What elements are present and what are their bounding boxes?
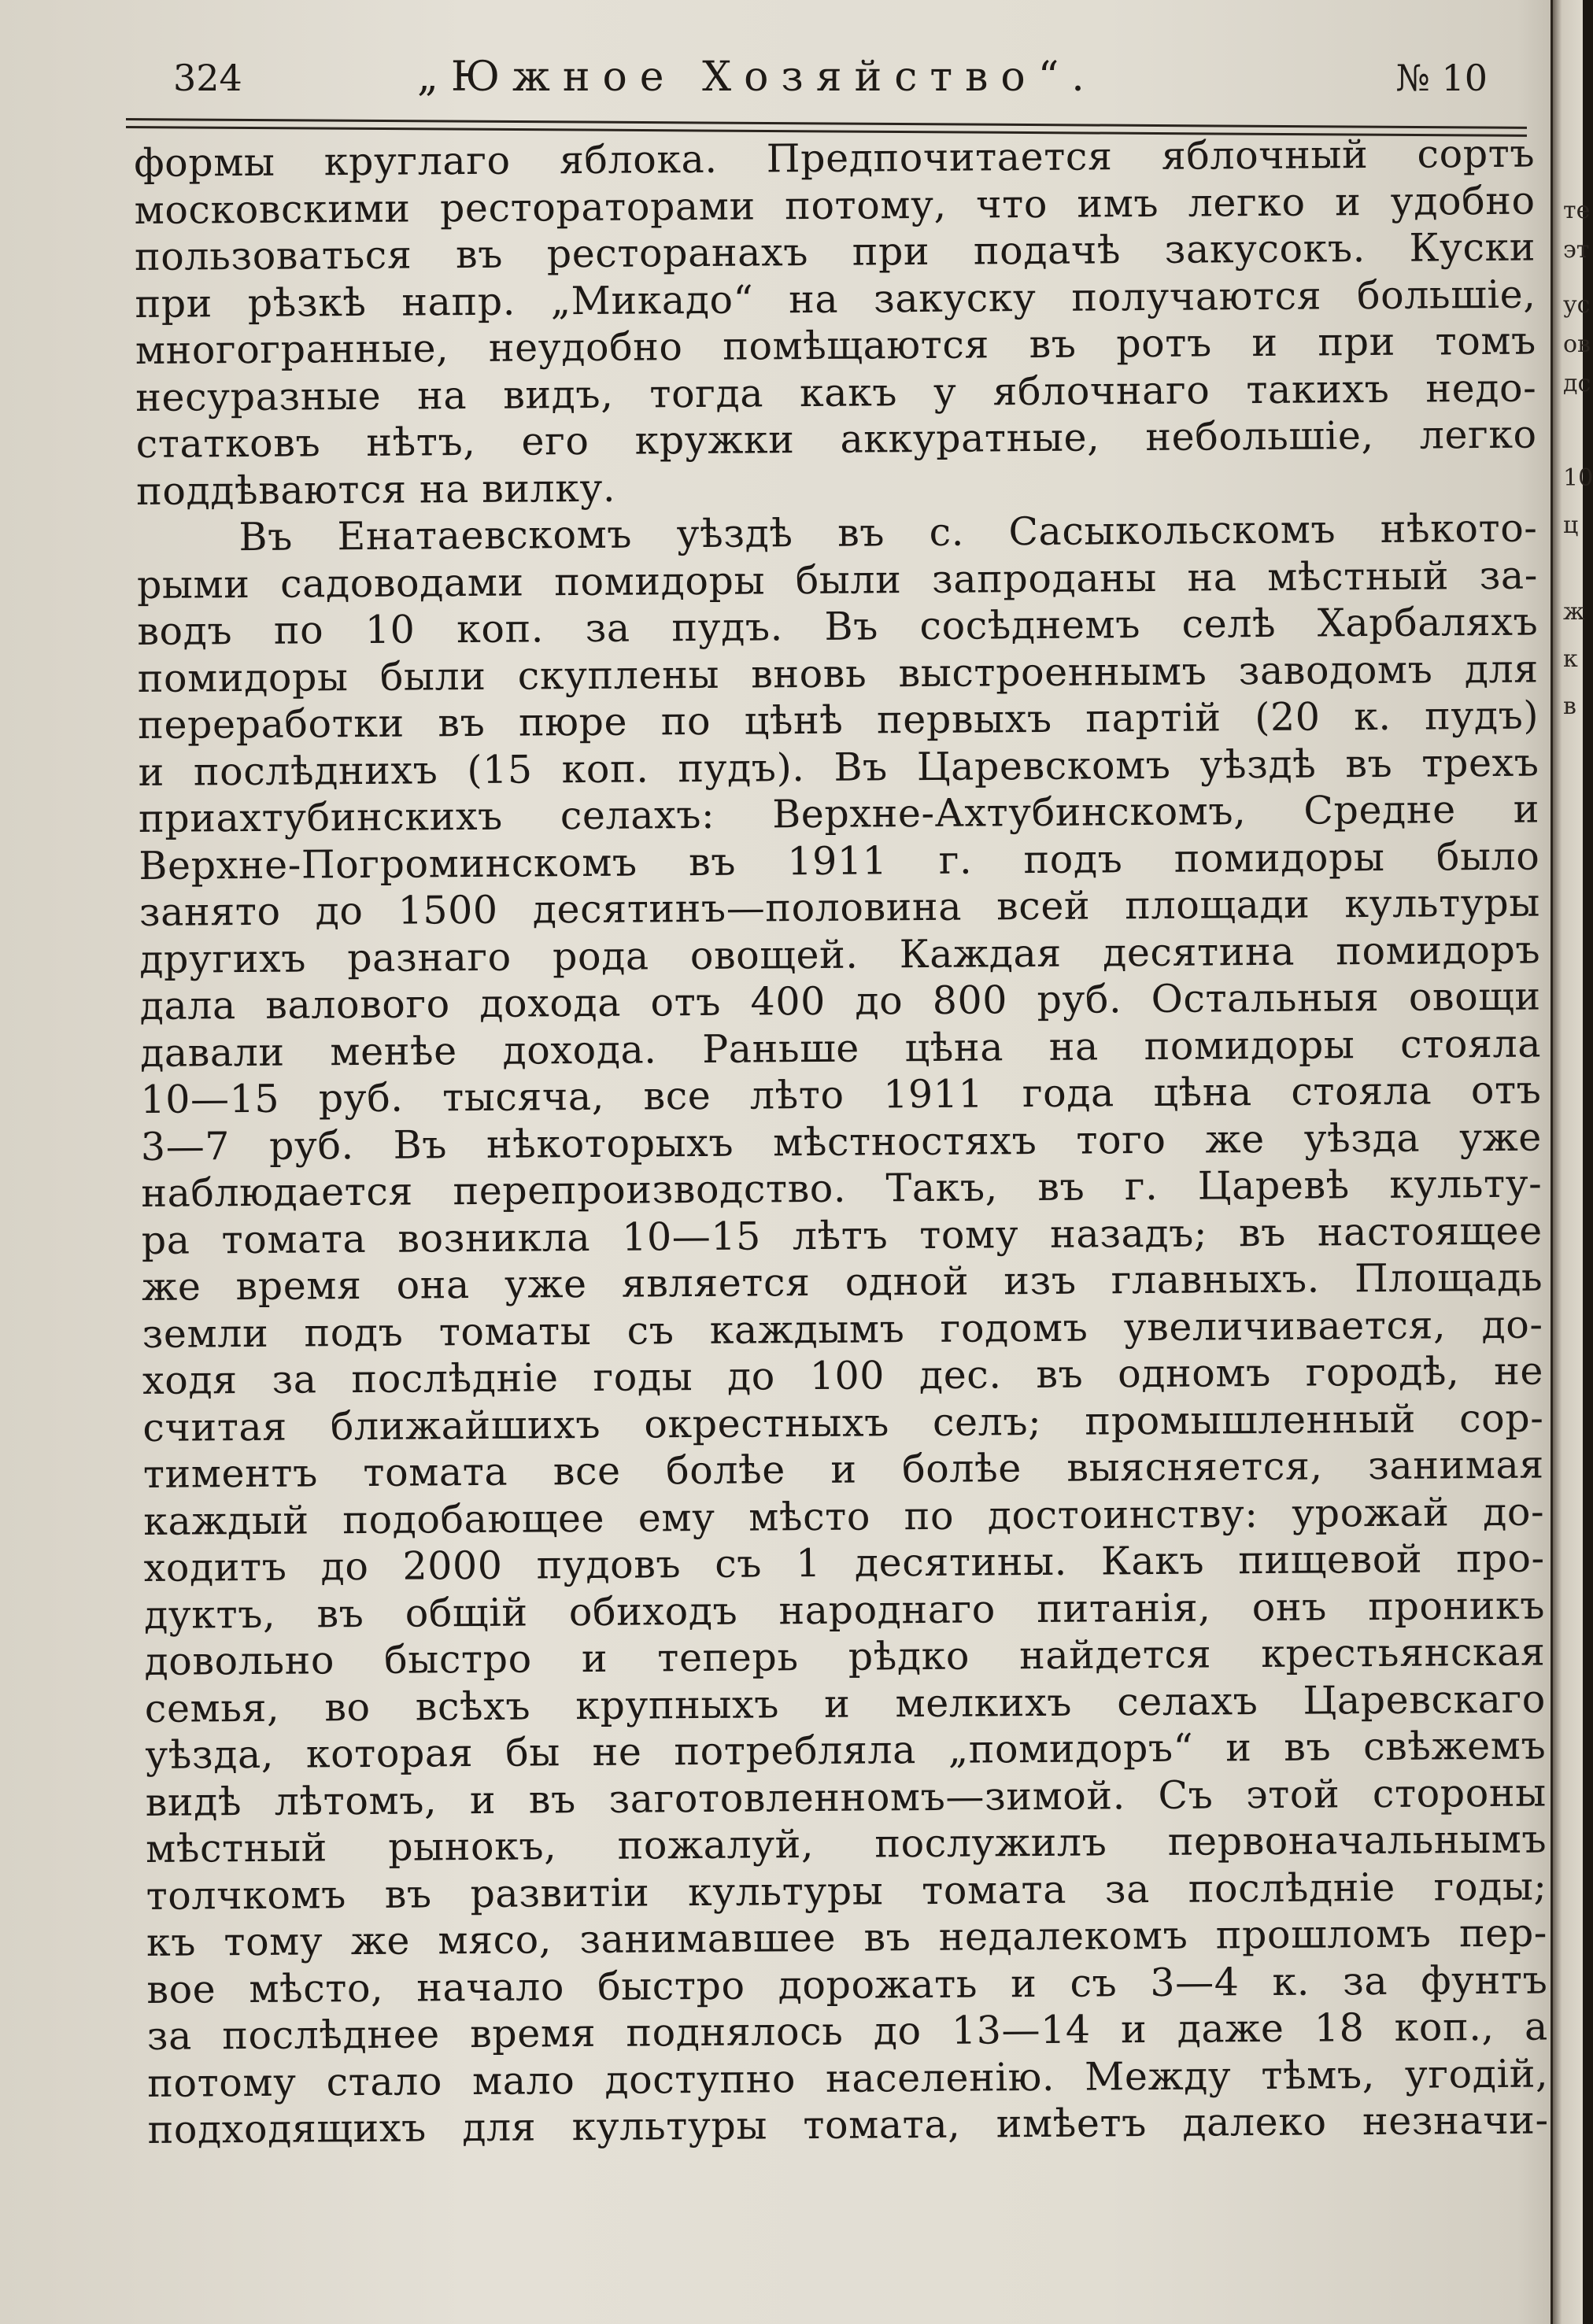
text-line: мѣстный рынокъ, пожалуй, послужилъ первоначальнымъ bbox=[145, 1816, 1547, 1871]
text-line: формы круглаго яблока. Предпочитается яблочный сортъ bbox=[134, 131, 1536, 186]
text-line: московскими рестораторами потому, что имъ легко и удобно bbox=[134, 178, 1536, 233]
text-line: считая ближайшихъ окрестныхъ селъ; промышленный сор- bbox=[142, 1395, 1544, 1450]
text-line: при рѣзкѣ напр. „Микадо“ на закуску получаются большіе, bbox=[135, 272, 1536, 327]
page-number: 324 bbox=[173, 57, 242, 99]
text-line: каждый подобающее ему мѣсто по достоинству: урожай до- bbox=[143, 1489, 1545, 1544]
text-line: ходитъ до 2000 пудовъ съ 1 десятины. Какъ пищевой про- bbox=[143, 1535, 1545, 1591]
running-header bbox=[173, 54, 1495, 112]
text-line: приахтубинскихъ селахъ: Верхне-Ахтубинскомъ, Средне и bbox=[138, 786, 1540, 841]
text-line: ра томата возникла 10—15 лѣтъ тому назадъ; въ настоящее bbox=[141, 1208, 1543, 1263]
adjacent-page-fragment: ус bbox=[1563, 291, 1591, 319]
adjacent-page-fragment: к bbox=[1563, 645, 1578, 673]
adjacent-page-fragment: эт bbox=[1563, 236, 1590, 264]
journal-title: „Южное Хозяйство“. bbox=[417, 54, 1097, 101]
text-line: ходя за послѣдніе годы до 100 дес. въ одномъ городѣ, не bbox=[142, 1348, 1544, 1403]
adjacent-page-fragment: ж bbox=[1563, 598, 1585, 626]
text-line: вое мѣсто, начало быстро дорожать и съ 3—4 к. за фунтъ bbox=[146, 1957, 1548, 2012]
text-line: и послѣднихъ (15 коп. пудъ). Въ Царевскомъ уѣздѣ въ трехъ bbox=[138, 740, 1539, 795]
text-line: земли подъ томаты съ каждымъ годомъ увеличивается, до- bbox=[142, 1302, 1543, 1357]
adjacent-page-fragment: ц bbox=[1563, 512, 1579, 539]
text-line: за послѣднее время поднялось до 13—14 и даже 18 коп., а bbox=[146, 2004, 1548, 2059]
text-line: помидоры были скуплены вновь выстроеннымъ заводомъ для bbox=[137, 646, 1539, 701]
text-line: довольно быстро и теперь рѣдко найдется крестьянская bbox=[144, 1629, 1546, 1684]
text-line: 3—7 руб. Въ нѣкоторыхъ мѣстностяхъ того же уѣзда уже bbox=[140, 1114, 1543, 1169]
text-line: несуразные на видъ, тогда какъ у яблочнаго такихъ недо- bbox=[135, 365, 1537, 420]
text-line: переработки въ пюре по цѣнѣ первыхъ партій (20 к. пудъ) bbox=[137, 693, 1539, 748]
text-line: видѣ лѣтомъ, и въ заготовленномъ—зимой. Съ этой стороны bbox=[145, 1770, 1547, 1825]
text-line: другихъ разнаго рода овощей. Каждая десятина помидоръ bbox=[139, 927, 1541, 982]
text-line: многогранные, неудобно помѣщаются въ ротъ и при томъ bbox=[135, 318, 1537, 373]
text-line: потому стало мало доступно населенію. Между тѣмъ, угодій, bbox=[147, 2051, 1549, 2106]
text-line: подходящихъ для культуры томата, имѣетъ далеко незначи- bbox=[147, 2097, 1549, 2152]
adjacent-page-fragment: в bbox=[1563, 693, 1576, 720]
adjacent-page-fragment: 10 bbox=[1563, 464, 1593, 492]
text-line: семья, во всѣхъ крупныхъ и мелкихъ селахъ Царевскаго bbox=[144, 1676, 1547, 1731]
text-line: давали менѣе дохода. Раньше цѣна на помидоры стояла bbox=[139, 1021, 1542, 1076]
text-line: занято до 1500 десятинъ—половина всей площади культуры bbox=[139, 880, 1541, 935]
text-line: дуктъ, въ общій обиходъ народнаго питанія, онъ проникъ bbox=[143, 1583, 1546, 1638]
article-text bbox=[134, 131, 1549, 2154]
text-line: водъ по 10 коп. за пудъ. Въ сосѣднемъ селѣ Харбаляхъ bbox=[137, 599, 1539, 654]
text-line: дала валового дохода отъ 400 до 800 руб. Остальныя овощи bbox=[139, 974, 1541, 1029]
text-line: наблюдается перепроизводство. Такъ, въ г. Царевѣ культу- bbox=[141, 1161, 1543, 1216]
text-line: 10—15 руб. тысяча, все лѣто 1911 года цѣна стояла отъ bbox=[140, 1067, 1542, 1122]
text-line: поддѣваются на вилку. bbox=[135, 465, 616, 514]
issue-number: № 10 bbox=[1395, 57, 1488, 99]
text-line: рыми садоводами помидоры были запроданы на мѣстный за- bbox=[136, 552, 1539, 608]
text-line: пользоваться въ ресторанахъ при подачѣ закусокъ. Куски bbox=[134, 224, 1536, 279]
adjacent-page-fragment: дс bbox=[1563, 370, 1591, 397]
adjacent-page-fragment: ов bbox=[1563, 331, 1591, 358]
text-line: тиментъ томата все болѣе и болѣе выясняется, занимая bbox=[142, 1442, 1544, 1497]
paragraph bbox=[134, 131, 1537, 515]
text-line: статковъ нѣтъ, его кружки аккуратные, небольшіе, легко bbox=[135, 412, 1537, 467]
text-line: же время она уже является одной изъ главныхъ. Площадь bbox=[141, 1254, 1543, 1310]
text-line: Въ Енатаевскомъ уѣздѣ въ с. Сасыкольскомъ нѣкото- bbox=[238, 505, 1538, 560]
text-line: Верхне-Погроминскомъ въ 1911 г. подъ помидоры было bbox=[139, 833, 1540, 889]
adjacent-page-fragment: те bbox=[1563, 197, 1591, 224]
text-line: къ тому же мясо, занимавшее въ недалекомъ прошломъ пер- bbox=[146, 1910, 1548, 1965]
text-line: толчкомъ въ развитіи культуры томата за послѣдніе годы; bbox=[146, 1864, 1547, 1919]
paragraph bbox=[136, 505, 1548, 2154]
text-line: уѣзда, которая бы не потребляла „помидоръ“ и въ свѣжемъ bbox=[145, 1723, 1547, 1778]
